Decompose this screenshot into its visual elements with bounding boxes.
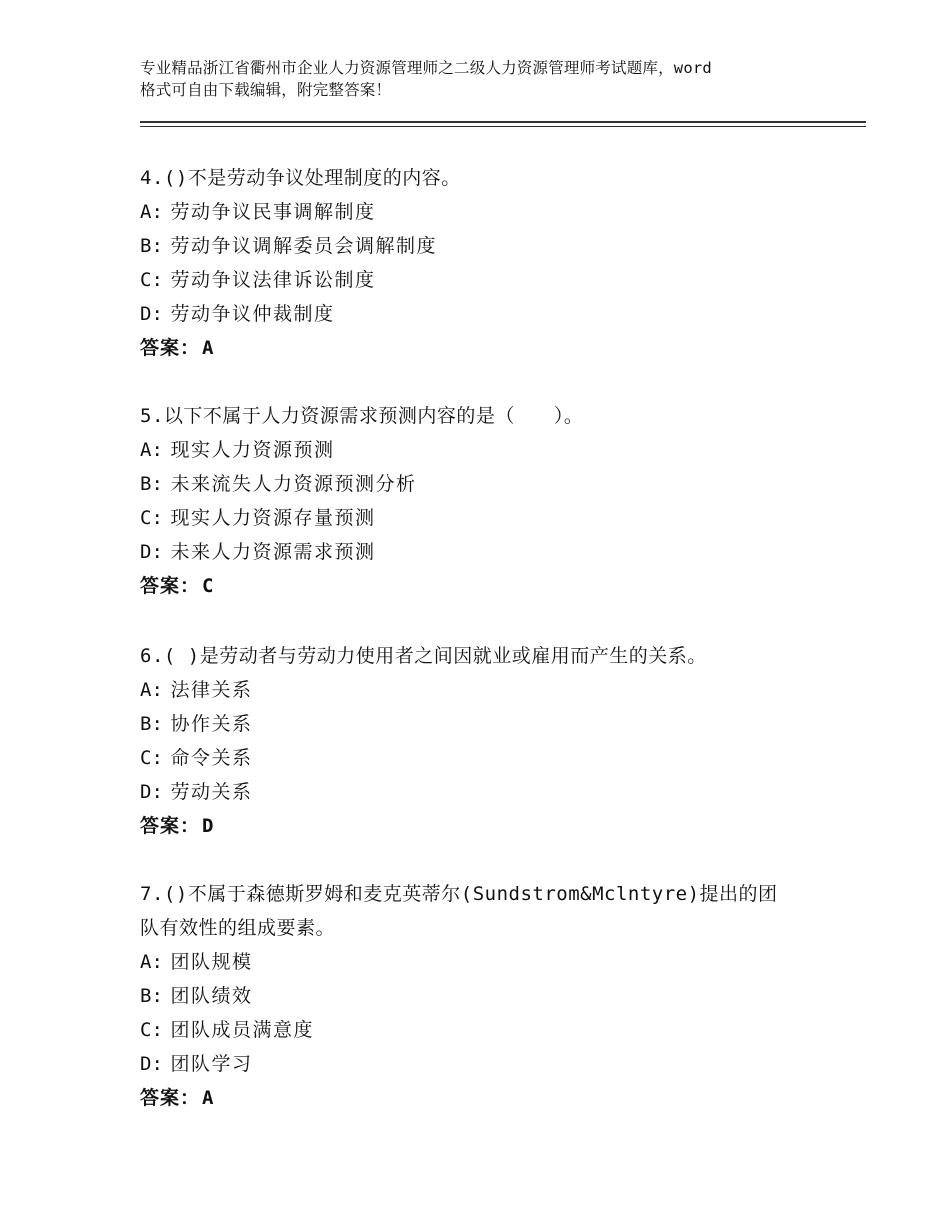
option-text: 团队绩效: [170, 985, 253, 1007]
option-key: A:: [140, 201, 163, 223]
answer-value: A: [202, 1087, 215, 1109]
option-text: 法律关系: [170, 679, 253, 701]
option-text: 协作关系: [170, 713, 253, 735]
option-key: C:: [140, 1019, 163, 1041]
option-key: D:: [140, 303, 163, 325]
option-b: [140, 979, 820, 1013]
option-text: 团队学习: [170, 1053, 253, 1075]
header-line-1: 专业精品浙江省衢州市企业人力资源管理师之二级人力资源管理师考试题库，word: [140, 59, 712, 77]
option-key: A:: [140, 951, 163, 973]
answer-label: 答案：: [140, 575, 201, 597]
option-c: [140, 1013, 820, 1047]
answer-value: C: [202, 575, 215, 597]
option-text: 劳动关系: [170, 781, 253, 803]
option-key: D:: [140, 541, 163, 563]
option-a: [140, 433, 820, 467]
answer-line: [140, 569, 820, 603]
option-key: C:: [140, 507, 163, 529]
answer-label: 答案：: [140, 337, 201, 359]
answer-line: [140, 1081, 820, 1115]
answer-value: D: [202, 815, 215, 837]
option-text: 劳动争议民事调解制度: [170, 201, 376, 223]
option-d: [140, 297, 820, 331]
question-stem: 7.()不属于森德斯罗姆和麦克英蒂尔(Sundstrom&Mclntyre)提出的团: [140, 883, 778, 905]
header-divider: [140, 121, 866, 127]
answer-line: [140, 331, 820, 365]
option-key: B:: [140, 235, 163, 257]
answer-label: 答案：: [140, 815, 201, 837]
option-text: 未来流失人力资源预测分析: [170, 473, 417, 495]
question-stem-continued: 队有效性的组成要素。: [140, 917, 336, 939]
option-text: 未来人力资源需求预测: [170, 541, 376, 563]
option-text: 现实人力资源存量预测: [170, 507, 376, 529]
option-d: [140, 775, 820, 809]
option-text: 团队成员满意度: [170, 1019, 314, 1041]
option-b: [140, 707, 820, 741]
question-stem: 4.()不是劳动争议处理制度的内容。: [140, 167, 461, 189]
option-key: A:: [140, 439, 163, 461]
option-a: [140, 673, 820, 707]
answer-value: A: [202, 337, 215, 359]
question-4: [140, 161, 820, 365]
answer-line: [140, 809, 820, 843]
option-key: B:: [140, 713, 163, 735]
option-key: B:: [140, 473, 163, 495]
option-a: [140, 195, 820, 229]
document-header: [140, 57, 840, 101]
option-key: C:: [140, 269, 163, 291]
option-d: [140, 1047, 820, 1081]
option-b: [140, 229, 820, 263]
option-text: 命令关系: [170, 747, 253, 769]
option-key: C:: [140, 747, 163, 769]
option-d: [140, 535, 820, 569]
question-stem: 6.( )是劳动者与劳动力使用者之间因就业或雇用而产生的关系。: [140, 645, 707, 667]
option-key: A:: [140, 679, 163, 701]
question-7: [140, 877, 820, 1115]
option-text: 劳动争议仲裁制度: [170, 303, 335, 325]
option-text: 劳动争议调解委员会调解制度: [170, 235, 437, 257]
option-a: [140, 945, 820, 979]
option-text: 团队规模: [170, 951, 253, 973]
option-b: [140, 467, 820, 501]
option-key: B:: [140, 985, 163, 1007]
option-text: 现实人力资源预测: [170, 439, 335, 461]
header-line-2: 格式可自由下载编辑，附完整答案！: [140, 81, 392, 99]
option-c: [140, 501, 820, 535]
option-key: D:: [140, 781, 163, 803]
answer-label: 答案：: [140, 1087, 201, 1109]
option-c: [140, 741, 820, 775]
option-text: 劳动争议法律诉讼制度: [170, 269, 376, 291]
option-c: [140, 263, 820, 297]
question-6: [140, 639, 820, 843]
question-5: [140, 399, 820, 603]
option-key: D:: [140, 1053, 163, 1075]
question-stem: 5.以下不属于人力资源需求预测内容的是（ ）。: [140, 405, 584, 427]
